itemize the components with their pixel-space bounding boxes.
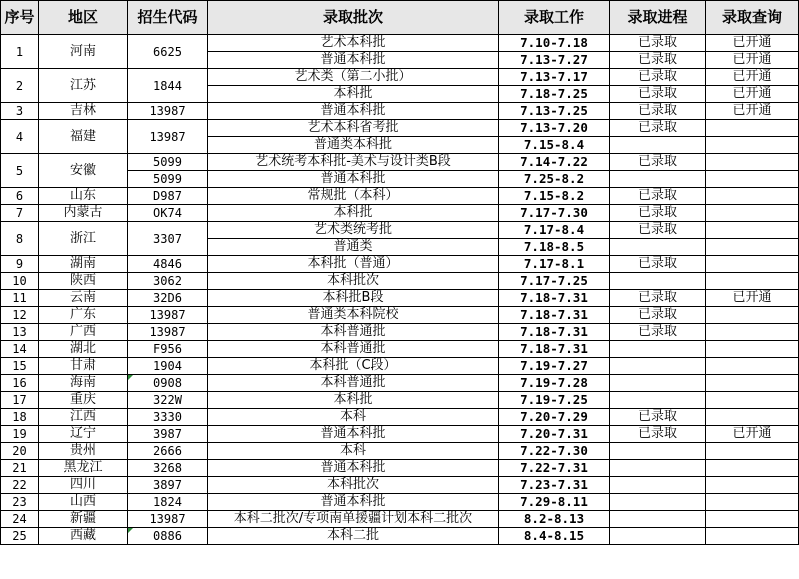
cell-work: 7.13-7.25 <box>499 103 610 120</box>
cell-batch: 常规批（本科） <box>208 188 499 205</box>
cell-code: 2666 <box>128 443 208 460</box>
cell-region: 内蒙古 <box>39 205 128 222</box>
cell-code: 1824 <box>128 494 208 511</box>
cell-batch: 本科 <box>208 409 499 426</box>
cell-code: 13987 <box>128 120 208 154</box>
cell-progress: 已录取 <box>610 222 706 239</box>
cell-work: 7.18-7.31 <box>499 341 610 358</box>
table-row <box>1 511 799 528</box>
cell-no: 16 <box>1 375 39 392</box>
cell-batch: 本科批次 <box>208 273 499 290</box>
cell-code: 4846 <box>128 256 208 273</box>
cell-region: 云南 <box>39 290 128 307</box>
cell-query: 已开通 <box>706 290 799 307</box>
cell-batch: 艺术类统考批 <box>208 222 499 239</box>
cell-query: 已开通 <box>706 426 799 443</box>
table-row <box>1 494 799 511</box>
cell-progress: 已录取 <box>610 86 706 103</box>
cell-progress: 已录取 <box>610 307 706 324</box>
cell-no: 7 <box>1 205 39 222</box>
cell-progress <box>610 477 706 494</box>
cell-progress: 已录取 <box>610 154 706 171</box>
cell-no: 1 <box>1 35 39 69</box>
cell-query <box>706 494 799 511</box>
cell-region: 福建 <box>39 120 128 154</box>
cell-progress <box>610 443 706 460</box>
cell-work: 7.14-7.22 <box>499 154 610 171</box>
table-row <box>1 528 799 545</box>
cell-region: 重庆 <box>39 392 128 409</box>
cell-query <box>706 443 799 460</box>
cell-region: 广东 <box>39 307 128 324</box>
cell-batch: 普通类本科批 <box>208 137 499 154</box>
cell-code: 1904 <box>128 358 208 375</box>
cell-work: 8.4-8.15 <box>499 528 610 545</box>
table-body <box>1 35 799 545</box>
cell-query <box>706 307 799 324</box>
cell-code: 13987 <box>128 324 208 341</box>
table-row <box>1 205 799 222</box>
cell-work: 8.2-8.13 <box>499 511 610 528</box>
cell-region: 浙江 <box>39 222 128 256</box>
cell-work: 7.29-8.11 <box>499 494 610 511</box>
cell-code: 3062 <box>128 273 208 290</box>
header-region: 地区 <box>39 1 128 35</box>
cell-progress <box>610 460 706 477</box>
cell-query <box>706 154 799 171</box>
table-row <box>1 256 799 273</box>
table-row <box>1 35 799 52</box>
cell-query: 已开通 <box>706 69 799 86</box>
header-batch: 录取批次 <box>208 1 499 35</box>
cell-region: 江西 <box>39 409 128 426</box>
cell-no: 3 <box>1 103 39 120</box>
cell-work: 7.10-7.18 <box>499 35 610 52</box>
cell-batch: 本科批（普通） <box>208 256 499 273</box>
cell-query <box>706 324 799 341</box>
cell-batch: 本科普通批 <box>208 341 499 358</box>
cell-work: 7.13-7.17 <box>499 69 610 86</box>
cell-progress <box>610 239 706 256</box>
cell-progress: 已录取 <box>610 205 706 222</box>
cell-query <box>706 392 799 409</box>
cell-work: 7.18-7.25 <box>499 86 610 103</box>
cell-region: 四川 <box>39 477 128 494</box>
cell-work: 7.18-8.5 <box>499 239 610 256</box>
cell-batch: 普通本科批 <box>208 52 499 69</box>
cell-region: 吉林 <box>39 103 128 120</box>
cell-query <box>706 205 799 222</box>
table-row <box>1 222 799 239</box>
cell-batch: 艺术本科批 <box>208 35 499 52</box>
cell-code: 0908 <box>128 375 208 392</box>
cell-batch: 普通类 <box>208 239 499 256</box>
cell-work: 7.17-8.4 <box>499 222 610 239</box>
cell-no: 21 <box>1 460 39 477</box>
cell-work: 7.17-7.30 <box>499 205 610 222</box>
cell-query <box>706 358 799 375</box>
cell-progress <box>610 528 706 545</box>
cell-query <box>706 222 799 239</box>
cell-no: 12 <box>1 307 39 324</box>
cell-progress: 已录取 <box>610 69 706 86</box>
cell-no: 18 <box>1 409 39 426</box>
cell-region: 贵州 <box>39 443 128 460</box>
cell-batch: 本科批次 <box>208 477 499 494</box>
cell-work: 7.20-7.31 <box>499 426 610 443</box>
cell-no: 25 <box>1 528 39 545</box>
cell-batch: 本科普通批 <box>208 375 499 392</box>
cell-region: 海南 <box>39 375 128 392</box>
cell-no: 14 <box>1 341 39 358</box>
cell-batch: 普通本科批 <box>208 426 499 443</box>
cell-query <box>706 409 799 426</box>
cell-code: D987 <box>128 188 208 205</box>
cell-work: 7.23-7.31 <box>499 477 610 494</box>
cell-work: 7.19-7.25 <box>499 392 610 409</box>
cell-region: 山东 <box>39 188 128 205</box>
cell-batch: 本科 <box>208 443 499 460</box>
cell-no: 24 <box>1 511 39 528</box>
cell-no: 9 <box>1 256 39 273</box>
cell-query <box>706 460 799 477</box>
cell-code: 5099 <box>128 154 208 171</box>
cell-batch: 本科二批 <box>208 528 499 545</box>
cell-work: 7.15-8.4 <box>499 137 610 154</box>
cell-progress <box>610 273 706 290</box>
table-row <box>1 290 799 307</box>
cell-batch: 本科批B段 <box>208 290 499 307</box>
cell-region: 广西 <box>39 324 128 341</box>
cell-work: 7.18-7.31 <box>499 324 610 341</box>
cell-batch: 普通本科批 <box>208 103 499 120</box>
cell-progress <box>610 358 706 375</box>
cell-work: 7.19-7.27 <box>499 358 610 375</box>
cell-query <box>706 341 799 358</box>
cell-region: 安徽 <box>39 154 128 188</box>
cell-work: 7.13-7.20 <box>499 120 610 137</box>
cell-query <box>706 256 799 273</box>
cell-code: 5099 <box>128 171 208 188</box>
cell-batch: 本科二批次/专项南单援疆计划本科二批次 <box>208 511 499 528</box>
table-row <box>1 120 799 137</box>
cell-code: 32D6 <box>128 290 208 307</box>
cell-progress: 已录取 <box>610 120 706 137</box>
table-row <box>1 409 799 426</box>
cell-query: 已开通 <box>706 52 799 69</box>
cell-progress: 已录取 <box>610 52 706 69</box>
cell-work: 7.25-8.2 <box>499 171 610 188</box>
cell-no: 11 <box>1 290 39 307</box>
cell-batch: 普通本科批 <box>208 494 499 511</box>
cell-query <box>706 375 799 392</box>
cell-no: 22 <box>1 477 39 494</box>
table-row <box>1 103 799 120</box>
cell-query: 已开通 <box>706 103 799 120</box>
cell-progress: 已录取 <box>610 188 706 205</box>
cell-work: 7.22-7.31 <box>499 460 610 477</box>
table-row <box>1 477 799 494</box>
cell-batch: 艺术统考本科批-美术与设计类B段 <box>208 154 499 171</box>
cell-query <box>706 137 799 154</box>
cell-progress <box>610 511 706 528</box>
cell-progress: 已录取 <box>610 103 706 120</box>
cell-batch: 本科批 <box>208 392 499 409</box>
cell-progress <box>610 392 706 409</box>
cell-work: 7.15-8.2 <box>499 188 610 205</box>
cell-code: 6625 <box>128 35 208 69</box>
cell-no: 20 <box>1 443 39 460</box>
cell-batch: 本科批 <box>208 86 499 103</box>
cell-code: 3307 <box>128 222 208 256</box>
cell-progress: 已录取 <box>610 426 706 443</box>
cell-no: 2 <box>1 69 39 103</box>
cell-progress <box>610 341 706 358</box>
cell-region: 甘肃 <box>39 358 128 375</box>
table-row <box>1 443 799 460</box>
cell-code: 322W <box>128 392 208 409</box>
cell-query <box>706 171 799 188</box>
cell-no: 23 <box>1 494 39 511</box>
cell-region: 新疆 <box>39 511 128 528</box>
cell-no: 13 <box>1 324 39 341</box>
table-row <box>1 188 799 205</box>
table-row <box>1 69 799 86</box>
cell-code: 3268 <box>128 460 208 477</box>
cell-progress: 已录取 <box>610 35 706 52</box>
header-query: 录取查询 <box>706 1 799 35</box>
cell-progress <box>610 494 706 511</box>
cell-code: 3897 <box>128 477 208 494</box>
table-row <box>1 460 799 477</box>
cell-progress <box>610 171 706 188</box>
cell-work: 7.18-7.31 <box>499 307 610 324</box>
cell-query <box>706 528 799 545</box>
cell-batch: 艺术类（第二小批） <box>208 69 499 86</box>
cell-batch: 普通类本科院校 <box>208 307 499 324</box>
cell-no: 17 <box>1 392 39 409</box>
table-row <box>1 324 799 341</box>
cell-batch: 本科普通批 <box>208 324 499 341</box>
cell-region: 西藏 <box>39 528 128 545</box>
header-work: 录取工作 <box>499 1 610 35</box>
cell-no: 10 <box>1 273 39 290</box>
cell-progress <box>610 375 706 392</box>
cell-region: 江苏 <box>39 69 128 103</box>
table-row <box>1 392 799 409</box>
cell-code: 13987 <box>128 103 208 120</box>
cell-batch: 本科批 <box>208 205 499 222</box>
table-row <box>1 341 799 358</box>
table-row <box>1 154 799 171</box>
table-row <box>1 375 799 392</box>
cell-code: F956 <box>128 341 208 358</box>
cell-query: 已开通 <box>706 35 799 52</box>
cell-work: 7.20-7.29 <box>499 409 610 426</box>
cell-query <box>706 511 799 528</box>
cell-batch: 艺术本科省考批 <box>208 120 499 137</box>
header-progress: 录取进程 <box>610 1 706 35</box>
cell-query <box>706 120 799 137</box>
cell-no: 4 <box>1 120 39 154</box>
cell-progress: 已录取 <box>610 409 706 426</box>
cell-query <box>706 239 799 256</box>
cell-region: 辽宁 <box>39 426 128 443</box>
cell-work: 7.19-7.28 <box>499 375 610 392</box>
cell-no: 6 <box>1 188 39 205</box>
cell-code: 13987 <box>128 511 208 528</box>
cell-query <box>706 273 799 290</box>
cell-code: 13987 <box>128 307 208 324</box>
cell-batch: 本科批（C段） <box>208 358 499 375</box>
cell-region: 河南 <box>39 35 128 69</box>
header-no: 序号 <box>1 1 39 35</box>
cell-batch: 普通本科批 <box>208 171 499 188</box>
cell-query: 已开通 <box>706 86 799 103</box>
cell-work: 7.13-7.27 <box>499 52 610 69</box>
cell-query <box>706 188 799 205</box>
cell-no: 8 <box>1 222 39 256</box>
table-row <box>1 426 799 443</box>
cell-code: 1844 <box>128 69 208 103</box>
cell-region: 黑龙江 <box>39 460 128 477</box>
cell-work: 7.18-7.31 <box>499 290 610 307</box>
cell-region: 湖北 <box>39 341 128 358</box>
table-row <box>1 358 799 375</box>
header-code: 招生代码 <box>128 1 208 35</box>
table-row <box>1 273 799 290</box>
cell-no: 19 <box>1 426 39 443</box>
cell-no: 5 <box>1 154 39 188</box>
cell-progress: 已录取 <box>610 324 706 341</box>
header-row <box>1 1 799 35</box>
cell-region: 陕西 <box>39 273 128 290</box>
cell-code: 3330 <box>128 409 208 426</box>
cell-batch: 普通本科批 <box>208 460 499 477</box>
cell-progress: 已录取 <box>610 256 706 273</box>
cell-query <box>706 477 799 494</box>
cell-progress <box>610 137 706 154</box>
cell-code: 3987 <box>128 426 208 443</box>
cell-work: 7.22-7.30 <box>499 443 610 460</box>
cell-work: 7.17-8.1 <box>499 256 610 273</box>
cell-no: 15 <box>1 358 39 375</box>
cell-code: 0886 <box>128 528 208 545</box>
table-row <box>1 307 799 324</box>
cell-work: 7.17-7.25 <box>499 273 610 290</box>
cell-progress: 已录取 <box>610 290 706 307</box>
cell-region: 湖南 <box>39 256 128 273</box>
cell-code: OK74 <box>128 205 208 222</box>
cell-region: 山西 <box>39 494 128 511</box>
